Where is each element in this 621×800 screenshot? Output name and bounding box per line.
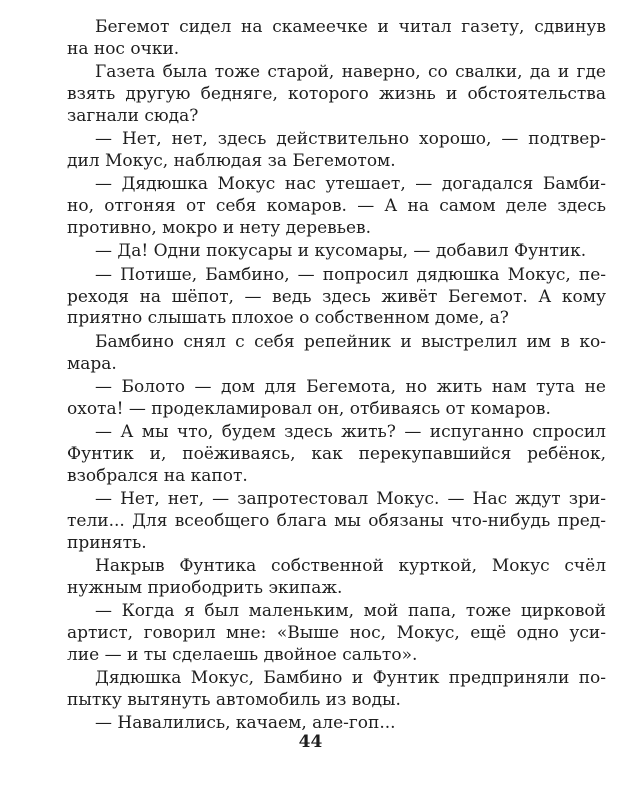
book-page-text: [67, 17, 606, 737]
paragraph: [67, 129, 606, 173]
text-line: — Нет, нет, здесь действительно хорошо, — подтвер-: [95, 129, 606, 150]
text-line: лие — и ты сделаешь двойное сальто».: [67, 644, 418, 665]
text-line: мара.: [67, 353, 117, 374]
text-line: — Да! Одни покусары и кусомары, — добавил Фунтик.: [95, 241, 587, 262]
paragraph: [67, 241, 606, 263]
paragraph: [67, 332, 606, 376]
text-line: тели... Для всеобщего блага мы обязаны что-нибудь пред-: [67, 510, 606, 531]
text-line: — Потише, Бамбино, — попросил дядюшка Мокус, пе-: [95, 264, 606, 285]
paragraph: [67, 489, 606, 554]
text-line: охота! — продекламировал он, отбиваясь от комаров.: [67, 398, 551, 419]
paragraph: [67, 668, 606, 712]
paragraph: [67, 377, 606, 421]
text-line: взобрался на капот.: [67, 465, 248, 486]
text-line: дил Мокус, наблюдая за Бегемотом.: [67, 150, 396, 171]
text-line: — Дядюшка Мокус нас утешает, — догадался Бамби-: [95, 174, 606, 195]
text-line: Бегемот сидел на скамеечке и читал газету, сдвинув: [95, 17, 606, 37]
text-line: но, отгоняя от себя комаров. — А на самом деле здесь: [67, 196, 606, 217]
paragraph: [67, 174, 606, 239]
page-number: 44: [298, 732, 323, 752]
text-line: артист, говорил мне: «Выше нос, Мокус, ещё одно уси-: [67, 623, 606, 644]
text-line: реходя на шёпот, — ведь здесь живёт Бегемот. А кому: [67, 286, 606, 307]
text-line: Фунтик и, поёживаясь, как перекупавшийся ребёнок,: [67, 443, 606, 464]
text-line: Дядюшка Мокус, Бамбино и Фунтик предприняли по-: [95, 668, 606, 689]
paragraph: [67, 601, 606, 666]
text-line: загнали сюда?: [67, 105, 199, 126]
text-line: — Болото — дом для Бегемота, но жить нам тута не: [95, 376, 606, 397]
text-line: на нос очки.: [67, 38, 180, 59]
paragraph: [67, 62, 606, 127]
paragraph: [67, 17, 606, 61]
text-line: нужным приободрить экипаж.: [67, 577, 343, 598]
text-line: — Навалились, качаем, але-гоп...: [95, 713, 396, 734]
text-line: приятно слышать плохое о собственном доме, а?: [67, 308, 509, 329]
text-line: — Нет, нет, — запротестовал Мокус. — Нас ждут зри-: [95, 489, 606, 510]
paragraph: [67, 422, 606, 487]
text-line: Накрыв Фунтика собственной курткой, Мокус счёл: [95, 556, 606, 577]
text-line: противно, мокро и нету деревьев.: [67, 217, 371, 238]
text-line: — А мы что, будем здесь жить? — испуганно спросил: [95, 422, 606, 443]
text-line: принять.: [67, 532, 147, 553]
text-line: взять другую бедняге, которого жизнь и обстоятельства: [67, 83, 606, 104]
text-line: Бамбино снял с себя репейник и выстрелил им в ко-: [95, 331, 606, 352]
text-line: — Когда я был маленьким, мой папа, тоже цирковой: [95, 601, 606, 622]
paragraph: [67, 265, 606, 330]
text-line: Газета была тоже старой, наверно, со свалки, да и где: [95, 62, 606, 83]
text-line: пытку вытянуть автомобиль из воды.: [67, 690, 401, 711]
paragraph: [67, 556, 606, 600]
